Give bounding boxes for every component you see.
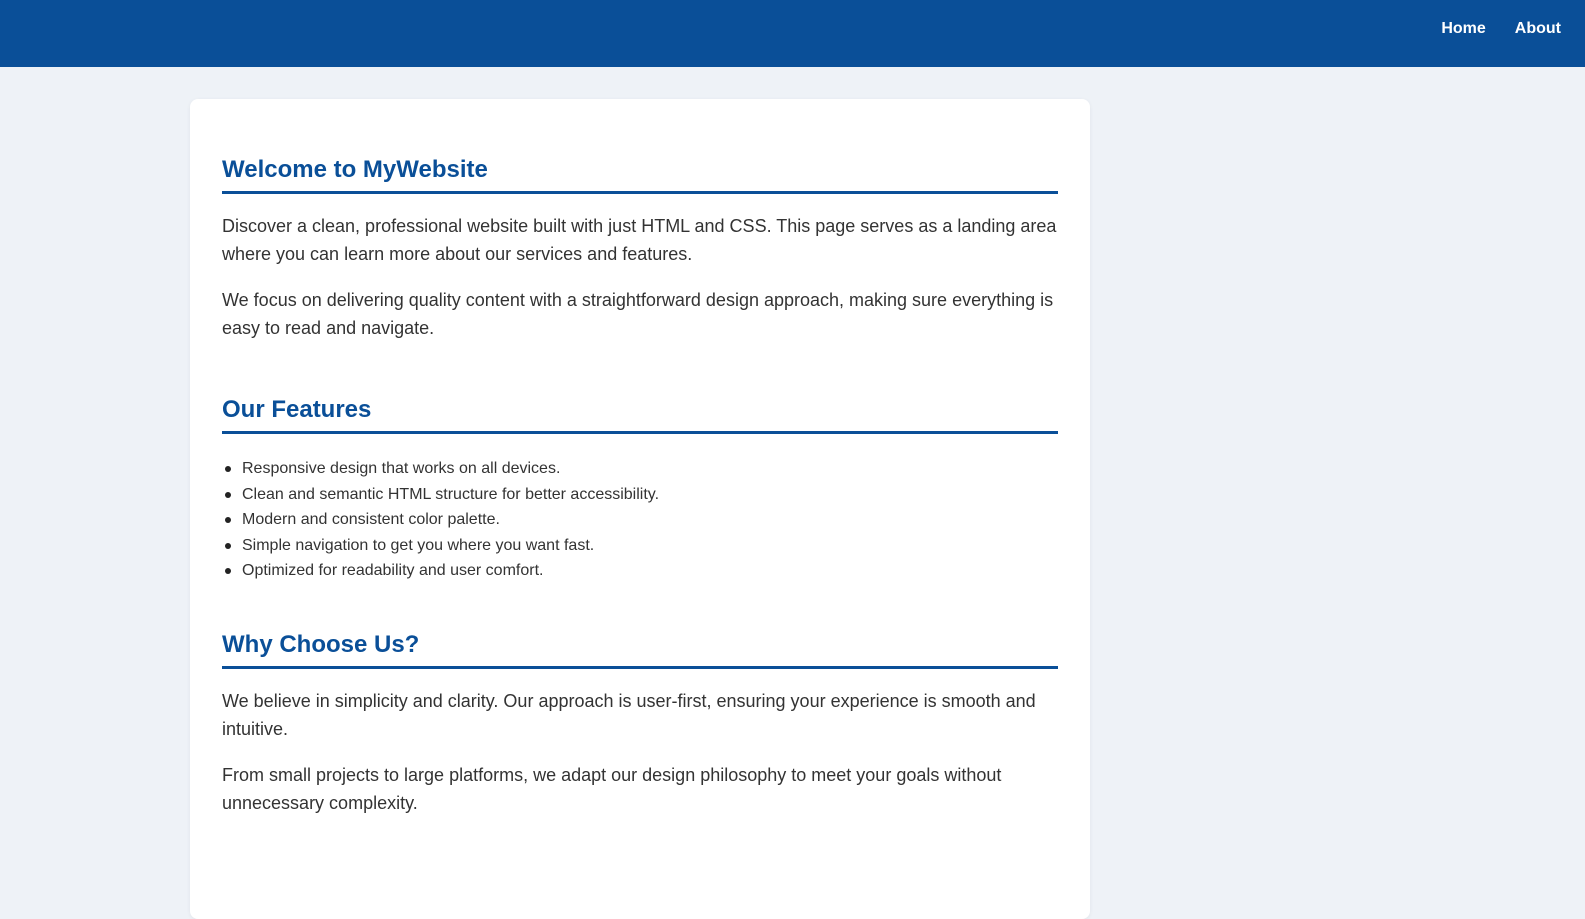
nav-link-home[interactable]: Home	[1441, 20, 1486, 37]
why-paragraph-2: From small projects to large platforms, we adapt our design philosophy to meet your goals without unnecessary complexity.	[222, 765, 1002, 813]
feature-text: Optimized for readability and user comfort.	[242, 562, 544, 579]
list-item	[222, 558, 1058, 584]
why-heading: Why Choose Us?	[222, 630, 1058, 669]
top-nav	[0, 0, 1585, 67]
bullet-icon	[225, 517, 231, 523]
feature-text: Simple navigation to get you where you want fast.	[242, 536, 595, 554]
bullet-icon	[225, 543, 231, 549]
why-paragraph-1: We believe in simplicity and clarity. Our approach is user-first, ensuring your experience is smooth and intuitive.	[222, 691, 1036, 739]
list-item	[222, 533, 1058, 559]
bullet-icon	[225, 568, 231, 574]
welcome-paragraph-2: We focus on delivering quality content with a straightforward design approach, making sure everything is easy to read and navigate.	[222, 290, 1054, 338]
list-item	[222, 456, 1058, 482]
welcome-section	[222, 155, 1058, 342]
nav-links	[1412, 19, 1561, 39]
feature-text: Clean and semantic HTML structure for better accessibility.	[242, 485, 660, 503]
features-list	[222, 456, 1058, 584]
bullet-icon	[225, 466, 231, 472]
content-card	[190, 99, 1090, 919]
list-item	[222, 482, 1058, 508]
nav-link-about[interactable]: About	[1514, 20, 1561, 37]
welcome-paragraph-1: Discover a clean, professional website built with just HTML and CSS. This page serves as a landing area where you can learn more about our services and features.	[222, 216, 1057, 264]
why-section	[222, 630, 1058, 817]
list-item	[222, 507, 1058, 533]
welcome-heading: Welcome to MyWebsite	[222, 155, 1058, 194]
bullet-icon	[225, 492, 231, 498]
features-heading: Our Features	[222, 395, 1058, 434]
feature-text: Modern and consistent color palette.	[242, 511, 500, 528]
feature-text: Responsive design that works on all devices.	[242, 460, 561, 477]
features-section	[222, 395, 1058, 584]
